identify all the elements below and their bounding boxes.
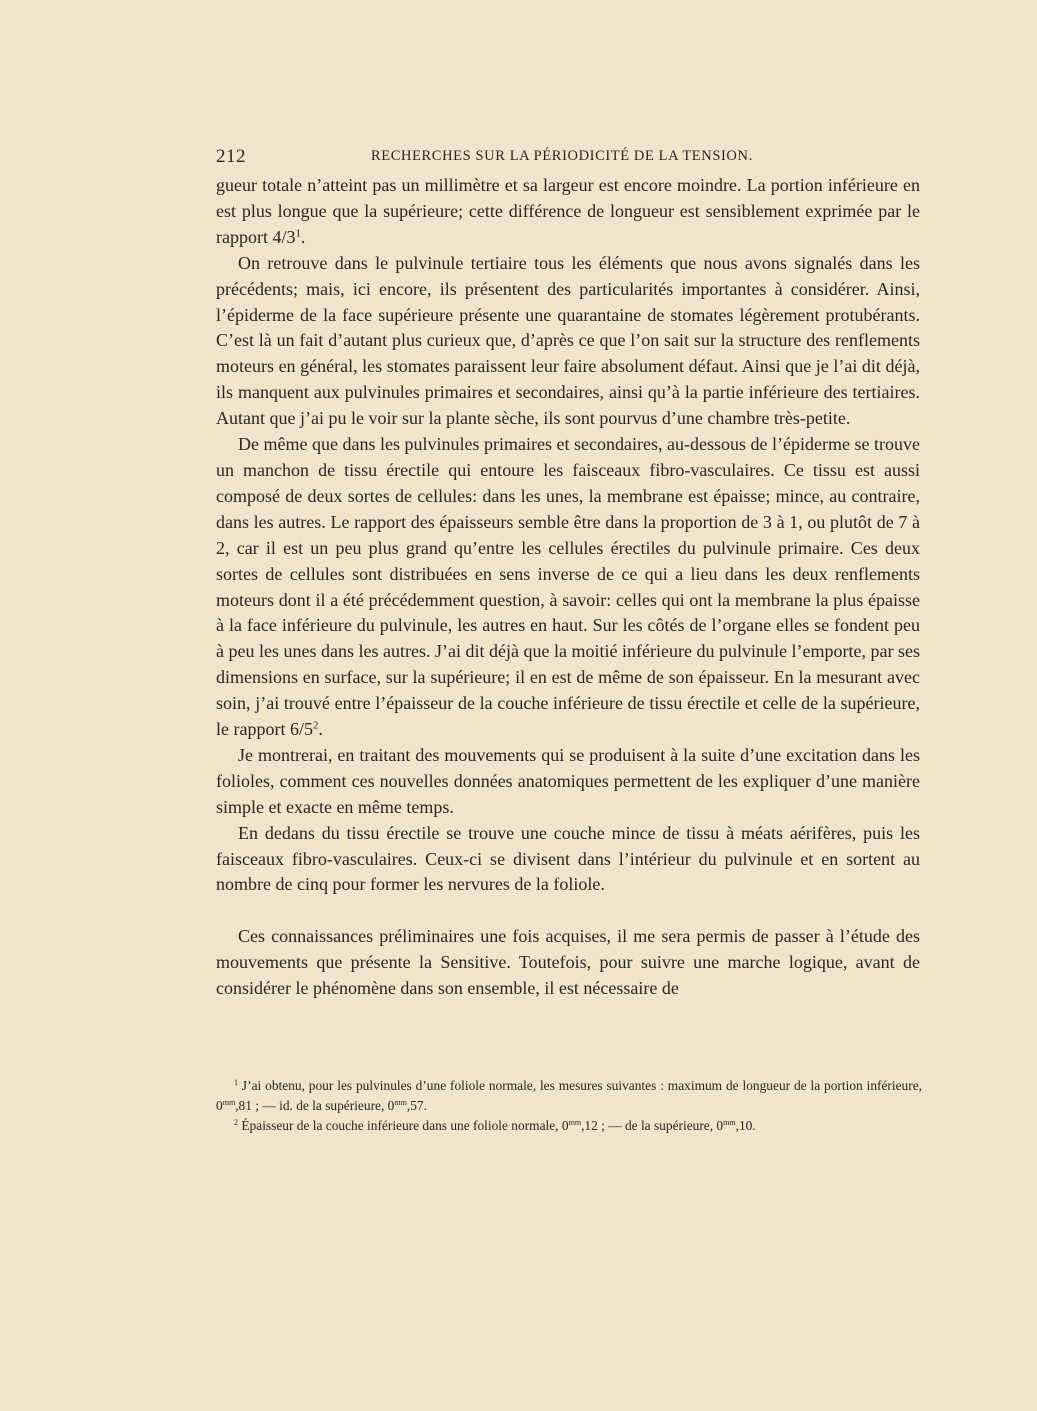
paragraph: En dedans du tissu érectile se trouve une couche mince de tissu à méats aérifères, puis les faisceaux fibro-vasculaires. Ceux-ci se divisent dans l’intérieur du pulvinule et en sortent au nombre de cinq pour former les nervures de la foliole. — [216, 822, 920, 895]
page-header — [216, 146, 920, 168]
paragraph: Je montrerai, en traitant des mouvements qui se produisent à la suite d’une excitation dans les folioles, comment ces nouvelles données anatomiques permettent de les expliquer d’une manière simple et exacte en même temps. — [216, 744, 920, 817]
paragraph: Ces connaissances préliminaires une fois acquises, il me sera permis de passer à l’étude des mouvements que présente la Sensitive. Toutefois, pour suivre une marche logique, avant de considérer le phénomène dans son ensemble, il est nécessaire de — [216, 926, 920, 999]
footnote-ref: 2 — [312, 719, 319, 732]
paragraph: gueur totale n’atteint pas un millimètre et sa largeur est encore moindre. La portion inférieure en est plus longue que la supérieure; cette différence de longueur est sensiblement exprimée par le rapport $4/3^1$. — [216, 175, 920, 247]
running-title: RECHERCHES SUR LA PÉRIODICITÉ DE LA TENSION. — [371, 148, 753, 164]
paragraph: On retrouve dans le pulvinule tertiaire tous les éléments que nous avons signalés dans les précédents; mais, ici encore, ils présentent des particularités importantes à considérer. Ainsi, l’épiderme de la face supérieure présente une quarantaine de stomates légèrement protubérants. C’est là un fait d’autant plus curieux que, d’après ce que l’on sait sur la structure des renflements moteurs en général, les stomates paraissent leur faire absolument défaut. Ainsi que je l’ai dit déjà, ils manquent aux pulvinules primaires et secondaires, ainsi qu’à la partie inférieure des tertiaires. Autant que j’ai pu le voir sur la plante sèche, ils sont pourvus d’une chambre très-petite. — [216, 252, 920, 429]
footnote: $^2$ Épaisseur de la couche inférieure dans une foliole normale, $0^{mm},12$ ; — de la supérieure, $0^{mm},10$. — [234, 1118, 756, 1133]
paragraph: De même que dans les pulvinules primaires et secondaires, au-dessous de l’épiderme se trouve un manchon de tissu érectile qui entoure les faisceaux fibro-vasculaires. Ce tissu est aussi composé de deux sortes de cellules: dans les unes, la membrane est épaisse; mince, au contraire, dans les autres. Le rapport des épaisseurs semble être dans la proportion de 3 à 1, ou plutôt de 7 à 2, car il est un peu plus grand qu’entre les cellules érectiles du pulvinule primaire. Ces deux sortes de cellules sont distribuées en sens inverse de ce qui a lieu dans les deux renflements moteurs dont il a été précédemment question, à savoir: celles qui ont la membrane la plus épaisse à la face inférieure du pulvinule, les autres en haut. Sur les côtés de l’organe elles se fondent peu à peu les unes dans les autres. J’ai dit déjà que la moitié inférieure du pulvinule l’emporte, par ses dimensions en surface, sur la supérieure; il en est de même de son épaisseur. En la mesurant avec soin, j’ai trouvé entre l’épaisseur de la couche inférieure de tissu érectile et celle de la supérieure, le rapport $6/5^2$. — [216, 434, 920, 740]
footnote-ref: 1 — [295, 227, 301, 240]
footnotes — [216, 1076, 922, 1136]
page-number: 212 — [216, 146, 246, 167]
body-text — [216, 173, 920, 1002]
footnote: $^1$ J’ai obtenu, pour les pulvinules d’une foliole normale, les mesures suivantes : maximum de longueur de la portion inférieure, $0^{mm},81$ ; — id. de la supérieure, $0^{mm},57$. — [216, 1078, 922, 1113]
